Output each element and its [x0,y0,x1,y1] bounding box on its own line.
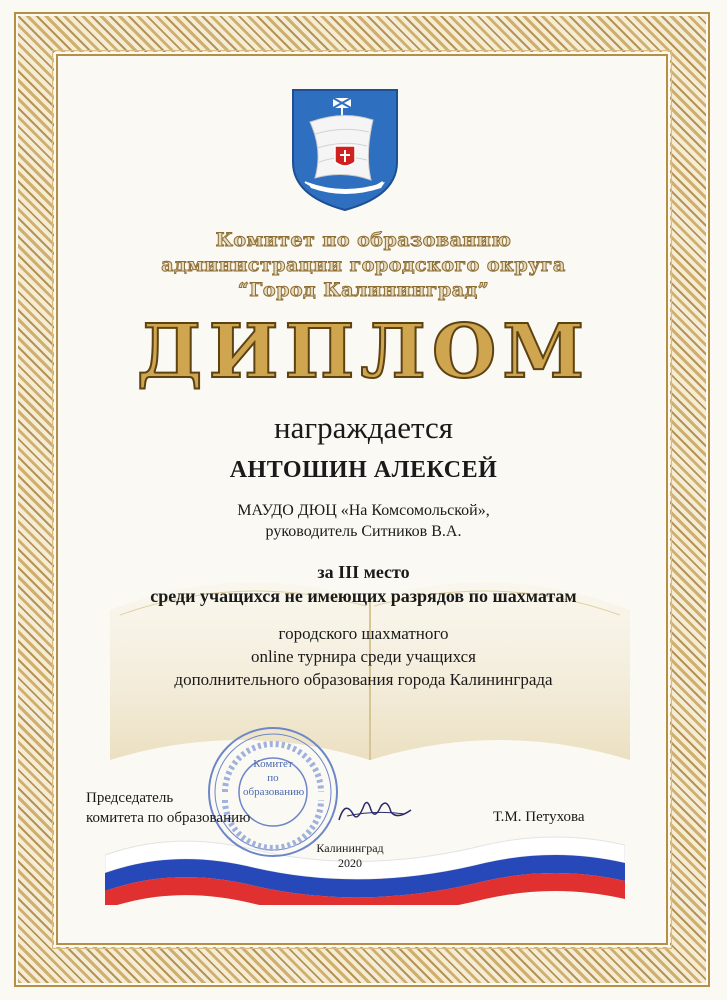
event-line-1: городского шахматного [278,624,449,643]
signatory-name: Т.М. Петухова [493,809,585,825]
stamp-line-1: Комитет [253,758,293,770]
event-line-2: online турнира среди учащихся [251,647,476,666]
stamp-line-2: по [267,772,279,784]
committee-line-1: Комитет по образованию [215,229,512,251]
signatory-position [86,788,250,828]
kaliningrad-coat-of-arms-icon [285,84,405,214]
committee-line-2: администрации городского округа [161,254,566,276]
event-description [60,622,667,691]
committee-heading [60,228,667,303]
diploma-title: ДИПЛОМ [136,309,591,395]
footer-place-date [280,841,420,871]
organization-line-1: МАУДО ДЮЦ «На Комсомольской», [237,502,490,519]
position-line-1: Председатель [86,790,174,806]
footer-year: 2020 [338,856,362,870]
committee-line-3: “Город Калининград” [237,279,490,301]
achievement-category: среди учащихся не имеющих разрядов по шахматам [150,586,577,606]
recipient-name: АНТОШИН АЛЕКСЕЙ [229,457,498,483]
recipient-organization [60,500,667,542]
organization-line-2: руководитель Ситников В.А. [265,523,462,540]
event-line-3: дополнительного образования города Калининграда [174,670,553,689]
achievement-place: за III место [317,562,410,582]
awarded-label: награждается [274,410,453,445]
achievement [60,560,667,608]
handwritten-signature [335,790,415,830]
stamp-line-3: образованию [243,786,305,798]
stamp-center-text [243,757,303,799]
position-line-2: комитета по образованию [86,810,251,826]
footer-city: Калининград [316,841,384,855]
